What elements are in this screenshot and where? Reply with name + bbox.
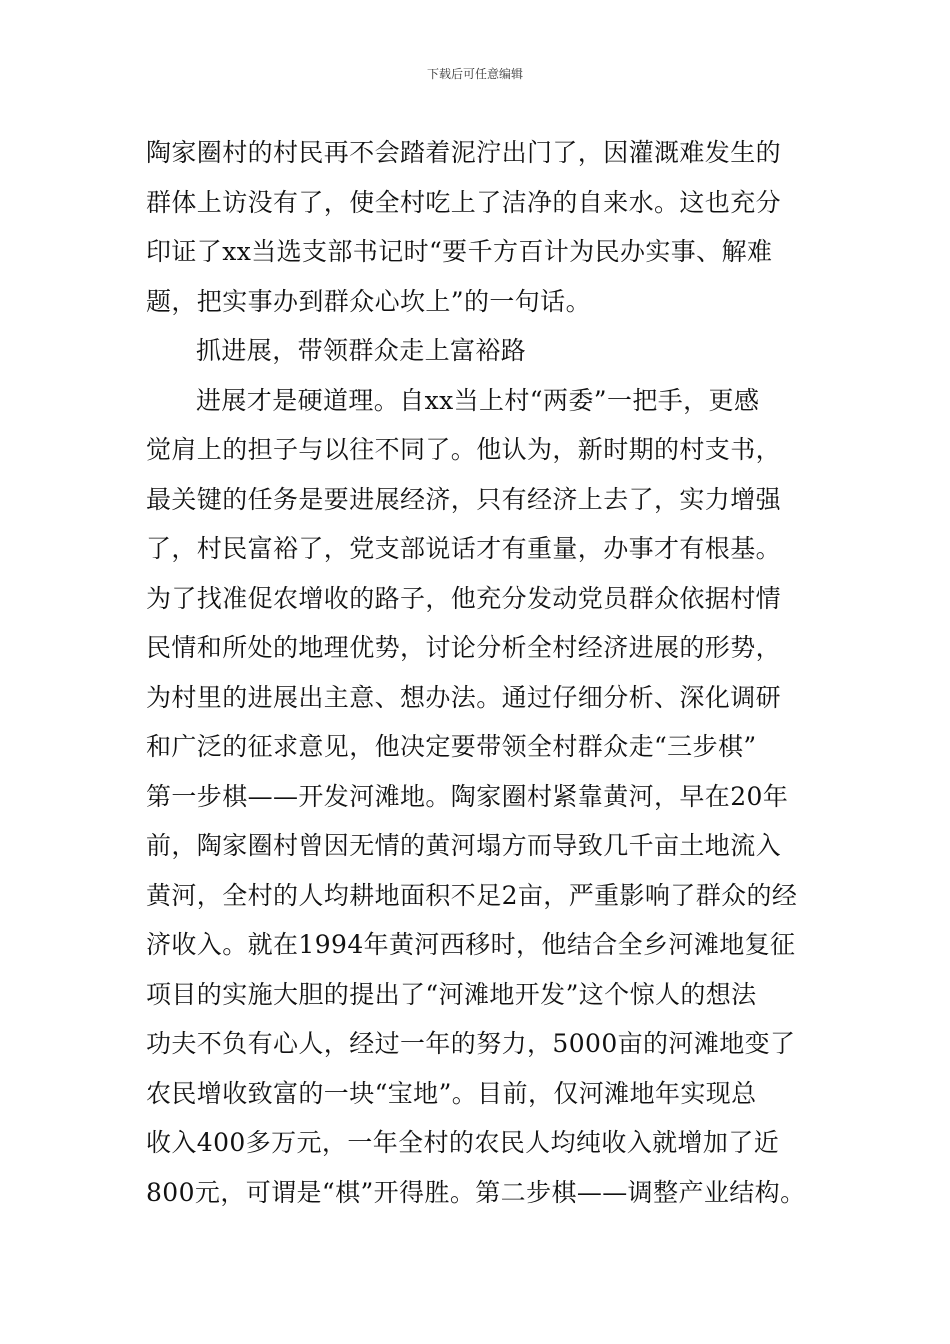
- text-line: 为了找准促农增收的路子，他充分发动党员群众依据村情: [146, 583, 782, 613]
- text-line: 陶家圈村的村民再不会踏着泥泞出门了，因灌溉难发生的: [146, 138, 782, 167]
- text-line: 收入400多万元，一年全村的农民人均纯收入就增加了近: [146, 1128, 780, 1157]
- text-line: 进展才是硬道理。自xx当上村“两委”一把手，更感: [196, 385, 760, 415]
- text-line: 为村里的进展出主意、想办法。通过仔细分析、深化调研: [146, 682, 782, 712]
- text-line: 功夫不负有心人，经过一年的努力，5000亩的河滩地变了: [146, 1029, 796, 1058]
- text-line: 了，村民富裕了，党支部说话才有重量，办事才有根基。: [146, 534, 782, 563]
- text-line: 觉肩上的担子与以往不同了。他认为，新时期的村支书，: [146, 435, 782, 464]
- text-line: 800元，可谓是“棋”开得胜。第二步棋——调整产业结构。: [146, 1177, 806, 1207]
- section-heading: 抓进展，带领群众走上富裕路: [196, 336, 527, 365]
- text-line: 项目的实施大胆的提出了“河滩地开发”这个惊人的想法: [146, 979, 757, 1009]
- text-line: 题，把实事办到群众心坎上”的一句话。: [146, 286, 591, 316]
- text-line: 印证了xx当选支部书记时“要千方百计为民办实事、解难: [146, 237, 773, 266]
- text-line: 济收入。就在1994年黄河西移时，他结合全乡河滩地复征: [146, 930, 796, 959]
- text-line: 第一步棋——开发河滩地。陶家圈村紧靠黄河，早在20年: [146, 781, 789, 811]
- text-line: 民情和所处的地理优势，讨论分析全村经济进展的形势，: [146, 633, 782, 662]
- text-line: 和广泛的征求意见，他决定要带领全村群众走“三步棋”: [146, 732, 757, 761]
- text-line: 群体上访没有了，使全村吃上了洁净的自来水。这也充分: [146, 187, 782, 217]
- text-line: 前，陶家圈村曾因无情的黄河塌方而导致几千亩土地流入: [146, 831, 782, 860]
- page-header: 下载后可任意编辑: [426, 67, 523, 81]
- text-line: 最关键的任务是要进展经济，只有经济上去了，实力增强: [146, 484, 782, 514]
- text-line: 农民增收致富的一块“宝地”。目前，仅河滩地年实现总: [146, 1078, 757, 1108]
- text-line: 黄河，全村的人均耕地面积不足2亩，严重影响了群众的经: [146, 880, 798, 910]
- document-body: [146, 128, 846, 1217]
